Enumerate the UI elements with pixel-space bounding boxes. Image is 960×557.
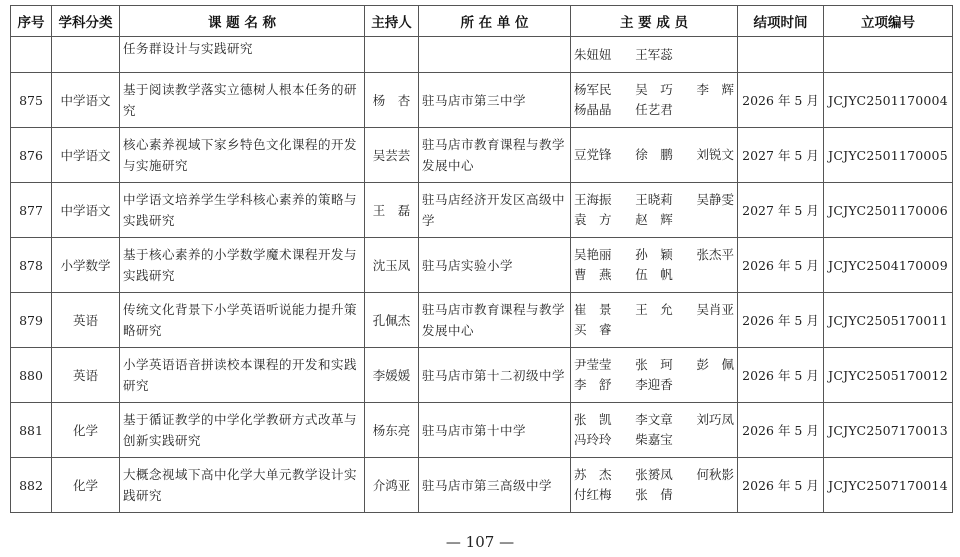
cell-unit: 驻马店经济开发区高级中学 [419, 183, 571, 238]
member-name: 豆党锋 [574, 147, 612, 162]
cell-code: JCJYC2507170013 [824, 403, 953, 458]
member-name: 苏 杰 [574, 467, 612, 482]
header-seq: 序号 [11, 6, 52, 37]
member-name: 杨晶晶 [574, 102, 612, 117]
cell-subject [52, 37, 120, 73]
cell-unit: 驻马店实验小学 [419, 238, 571, 293]
cell-seq: 875 [11, 73, 52, 128]
member-name: 徐 鹏 [635, 147, 673, 162]
cell-members [571, 73, 738, 128]
table-row [11, 403, 953, 458]
cell-subject: 化学 [52, 458, 120, 513]
header-unit: 所 在 单 位 [419, 6, 571, 37]
cell-members [571, 37, 738, 73]
cell-unit: 驻马店市第三中学 [419, 73, 571, 128]
cell-code: JCJYC2501170006 [824, 183, 953, 238]
cell-seq: 878 [11, 238, 52, 293]
cell-code: JCJYC2505170011 [824, 293, 953, 348]
table-row [11, 128, 953, 183]
cell-code: JCJYC2501170005 [824, 128, 953, 183]
cell-unit: 驻马店市第三高级中学 [419, 458, 571, 513]
member-name: 吴艳丽 [574, 247, 612, 262]
member-name: 伍 帆 [635, 267, 673, 282]
member-name: 张 珂 [635, 357, 673, 372]
cell-members [571, 293, 738, 348]
header-host: 主持人 [365, 6, 419, 37]
header-subject: 学科分类 [52, 6, 120, 37]
member-name: 王 允 [635, 302, 673, 317]
cell-host: 吴芸芸 [365, 128, 419, 183]
cell-seq: 879 [11, 293, 52, 348]
member-name: 李文章 [635, 412, 673, 427]
member-name: 崔 景 [574, 302, 612, 317]
cell-title: 任务群设计与实践研究 [120, 37, 365, 73]
cell-host: 杨 杏 [365, 73, 419, 128]
cell-title: 基于核心素养的小学数学魔术课程开发与实践研究 [120, 238, 365, 293]
cell-host: 王 磊 [365, 183, 419, 238]
cell-seq [11, 37, 52, 73]
cell-subject: 中学语文 [52, 183, 120, 238]
cell-code: JCJYC2504170009 [824, 238, 953, 293]
cell-seq: 880 [11, 348, 52, 403]
header-title: 课 题 名 称 [120, 6, 365, 37]
cell-subject: 化学 [52, 403, 120, 458]
cell-date: 2027 年 5 月 [738, 128, 824, 183]
header-row [11, 6, 953, 37]
member-name: 朱妞妞 [574, 46, 612, 62]
member-name: 张杰平 [696, 247, 734, 262]
page-number: — 107 — [445, 533, 515, 551]
table-row [11, 238, 953, 293]
member-name: 王军蕊 [635, 46, 673, 62]
member-name: 孙 颖 [635, 247, 673, 262]
header-members: 主 要 成 员 [571, 6, 738, 37]
cell-date: 2026 年 5 月 [738, 293, 824, 348]
cell-members [571, 458, 738, 513]
cell-unit: 驻马店市教育课程与教学发展中心 [419, 293, 571, 348]
cell-host: 孔佩杰 [365, 293, 419, 348]
cell-title: 小学英语语音拼读校本课程的开发和实践研究 [120, 348, 365, 403]
cell-subject: 小学数学 [52, 238, 120, 293]
member-name: 买 睿 [574, 322, 612, 337]
member-name: 赵 辉 [635, 212, 673, 227]
member-name: 何秋影 [696, 467, 734, 482]
cell-members [571, 348, 738, 403]
member-name: 袁 方 [574, 212, 612, 227]
member-name: 柴嘉宝 [635, 432, 673, 447]
cell-date: 2026 年 5 月 [738, 348, 824, 403]
member-name: 曹 燕 [574, 267, 612, 282]
member-name: 李 舒 [574, 377, 612, 392]
member-name: 冯玲玲 [574, 432, 612, 447]
member-name: 张 凯 [574, 412, 612, 427]
table-row [11, 348, 953, 403]
member-name: 李迎香 [635, 377, 673, 392]
cell-title: 传统文化背景下小学英语听说能力提升策略研究 [120, 293, 365, 348]
cell-unit [419, 37, 571, 73]
cell-date: 2026 年 5 月 [738, 73, 824, 128]
cell-host: 李媛媛 [365, 348, 419, 403]
cell-seq: 877 [11, 183, 52, 238]
cell-host: 介鸿亚 [365, 458, 419, 513]
member-name: 张赟凤 [635, 467, 673, 482]
cell-host: 沈玉凤 [365, 238, 419, 293]
member-name: 刘锐文 [696, 147, 734, 162]
member-name: 张 倩 [635, 487, 673, 502]
cell-code [824, 37, 953, 73]
cell-subject: 中学语文 [52, 73, 120, 128]
member-name: 尹莹莹 [574, 357, 612, 372]
header-date: 结项时间 [738, 6, 824, 37]
cell-date [738, 37, 824, 73]
member-name: 王晓莉 [635, 192, 673, 207]
table-row [11, 458, 953, 513]
cell-subject: 英语 [52, 348, 120, 403]
cell-seq: 881 [11, 403, 52, 458]
cell-code: JCJYC2501170004 [824, 73, 953, 128]
member-name: 付红梅 [574, 487, 612, 502]
cell-title: 基于阅读教学落实立德树人根本任务的研究 [120, 73, 365, 128]
cell-date: 2026 年 5 月 [738, 458, 824, 513]
cell-date: 2027 年 5 月 [738, 183, 824, 238]
table-row [11, 293, 953, 348]
table-row [11, 73, 953, 128]
member-name: 李 辉 [696, 82, 734, 97]
member-name: 彭 佩 [696, 357, 734, 372]
cell-code: JCJYC2507170014 [824, 458, 953, 513]
continuation-row [11, 37, 953, 73]
cell-seq: 882 [11, 458, 52, 513]
cell-unit: 驻马店市第十二初级中学 [419, 348, 571, 403]
cell-seq: 876 [11, 128, 52, 183]
member-name: 杨军民 [574, 82, 612, 97]
cell-members [571, 238, 738, 293]
cell-host [365, 37, 419, 73]
member-name: 刘巧凤 [696, 412, 734, 427]
project-table [10, 5, 953, 513]
cell-host: 杨东亮 [365, 403, 419, 458]
member-name: 吴静雯 [696, 192, 734, 207]
cell-members [571, 183, 738, 238]
cell-members [571, 128, 738, 183]
member-name: 任艺君 [635, 102, 673, 117]
cell-members [571, 403, 738, 458]
cell-code: JCJYC2505170012 [824, 348, 953, 403]
cell-date: 2026 年 5 月 [738, 238, 824, 293]
member-name: 王海振 [574, 192, 612, 207]
cell-title: 基于循证教学的中学化学教研方式改革与创新实践研究 [120, 403, 365, 458]
table-row [11, 183, 953, 238]
member-name: 吴 巧 [635, 82, 673, 97]
cell-title: 核心素养视域下家乡特色文化课程的开发与实施研究 [120, 128, 365, 183]
header-code: 立项编号 [824, 6, 953, 37]
cell-title: 大概念视域下高中化学大单元教学设计实践研究 [120, 458, 365, 513]
cell-unit: 驻马店市第十中学 [419, 403, 571, 458]
member-name: 吴肖亚 [696, 302, 734, 317]
cell-title: 中学语文培养学生学科核心素养的策略与实践研究 [120, 183, 365, 238]
cell-unit: 驻马店市教育课程与教学发展中心 [419, 128, 571, 183]
cell-subject: 中学语文 [52, 128, 120, 183]
cell-date: 2026 年 5 月 [738, 403, 824, 458]
cell-subject: 英语 [52, 293, 120, 348]
